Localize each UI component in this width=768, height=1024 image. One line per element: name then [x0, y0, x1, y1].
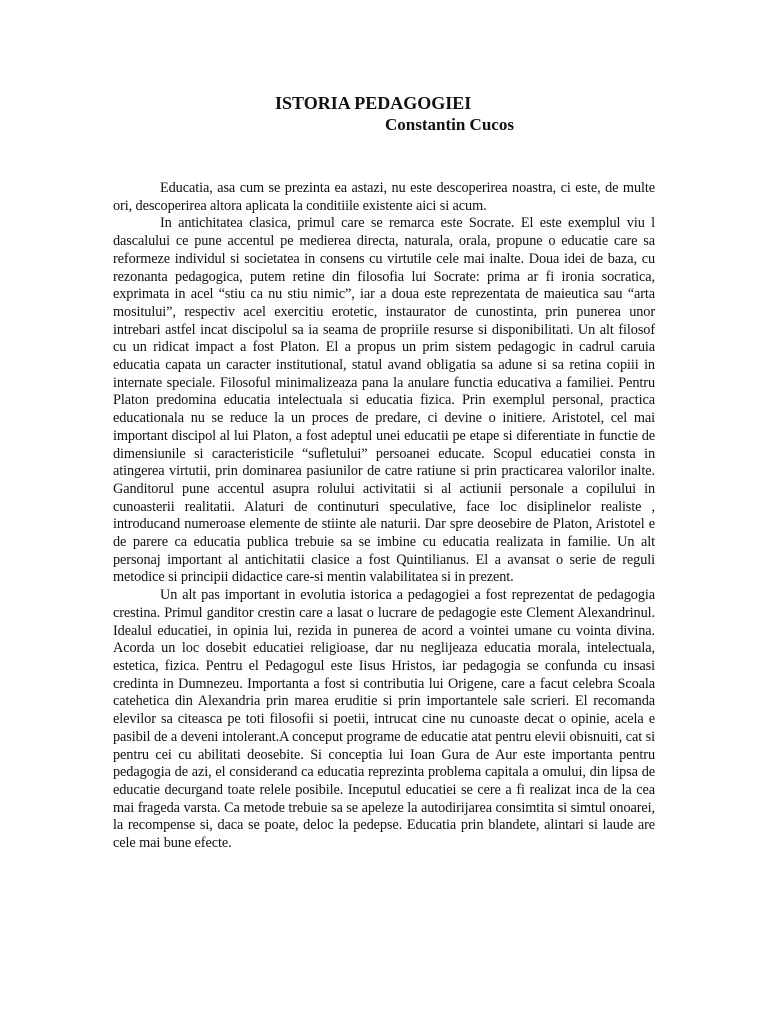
- paragraph-christian-pedagogy: Un alt pas important in evolutia istorica a pedagogiei a fost reprezentat de pedagogia crestina. Primul ganditor crestin care a lasat o lucrare de pedagogie este Clement Alexandrinul. Idealul educatiei, in opinia lui, rezida in punerea de acord a vointei umane cu vointa divina. Acorda un loc dosebit educatiei religioase, dar nu neglijeaza educatia morala, intelectuala, estetica, fizica. Pentru el Pedagogul este Iisus Hristos, iar pedagogia se confunda cu insasi credinta in Dumnezeu. Importanta a fost si contributia lui Origene, care a facut celebra Scoala catehetica din Alexandria prin marea eruditie si prin importantele sale scrieri. El recomanda elevilor sa citeasca pe toti filosofii si poetii, intrucat cine nu cunoaste decat o opinie, acela e pasibil de a deveni intolerant.A conceput programe de educatie atat pentru elevii obisnuiti, cat si pentru cei cu abilitati deosebite. Si conceptia lui Ioan Gura de Aur este importanta pentru pedagogia de azi, el considerand ca educatia reprezinta problema capitala a omului, din lipsa de educatie decurgand toate relele posibile. Inceputul educatiei se cere a fi realizat inca de la cea mai frageda varsta. Ca metode trebuie sa se apeleze la autodirijarea consimtita si simtul onoarei, la recompense si, daca se poate, deloc la pedepse. Educatia prin blandete, alintari si laude are cele mai bune efecte.: [113, 587, 655, 852]
- document-author: Constantin Cucos: [385, 115, 514, 134]
- document-title: ISTORIA PEDAGOGIEI: [275, 93, 472, 113]
- document-page: [113, 92, 655, 853]
- document-body: [113, 180, 655, 853]
- paragraph-antiquity: In antichitatea clasica, primul care se remarca este Socrate. El este exemplul viu l dascalului ce pune accentul pe medierea directa, naturala, orala, propune o educatie care sa reformeze individul si societatea in consens cu virtutile cele mai inalte. Doua idei de baza, cu rezonanta pedagogica, putem retine din filosofia lui Socrate: prima ar fi ironia socratica, exprimata in acel “stiu ca nu stiu nimic”, iar a doua este reprezentata de maieutica sau “arta mositului”, respectiv acel exercitiu erotetic, instaurator de cunostinta, prin punerea unor intrebari astfel incat discipolul sa ia seama de propriile resurse si disponibilitati. Un alt filosof cu un ridicat impact a fost Platon. El a propus un prim sistem pedagogic in cadrul caruia educatia capata un caracter institutional, statul avand obligatia sa adune si sa retina copiii in internate speciale. Filosoful minimalizeaza pana la anulare functia educativa a familiei. Pentru Platon predomina educatia intelectuala si educatia fizica. Prin exemplul personal, practica educationala nu se reduce la un proces de predare, ci devine o initiere. Aristotel, cel mai important discipol al lui Platon, a fost adeptul unei educatii pe etape si diferentiate in functie de dimensiunile si caracteristicile “sufletului” persoanei educate. Scopul educatiei consta in atingerea virtutii, prin dominarea pasiunilor de catre ratiune si prin practicarea valorilor inalte. Ganditorul pune accentul asupra rolului activitatii si al actiunii personale a copilului in cunoasterii realitatii. Alaturi de continuturi speculative, face loc disiplinelor realiste , introducand numeroase elemente de stiinte ale naturii. Dar spre deosebire de Platon, Aristotel e de parere ca educatia publica trebuie sa se imbine cu educatia realizata in familie. Un alt personaj important al antichitatii clasice a fost Quintilianus. El a avansat o serie de reguli metodice si principii didactice care-si mentin valabilitatea si in prezent.: [113, 215, 655, 586]
- paragraph-intro: Educatia, asa cum se prezinta ea astazi, nu este descoperirea noastra, ci este, de multe ori, descoperirea altora aplicata la conditiile existente aici si acum.: [113, 180, 655, 214]
